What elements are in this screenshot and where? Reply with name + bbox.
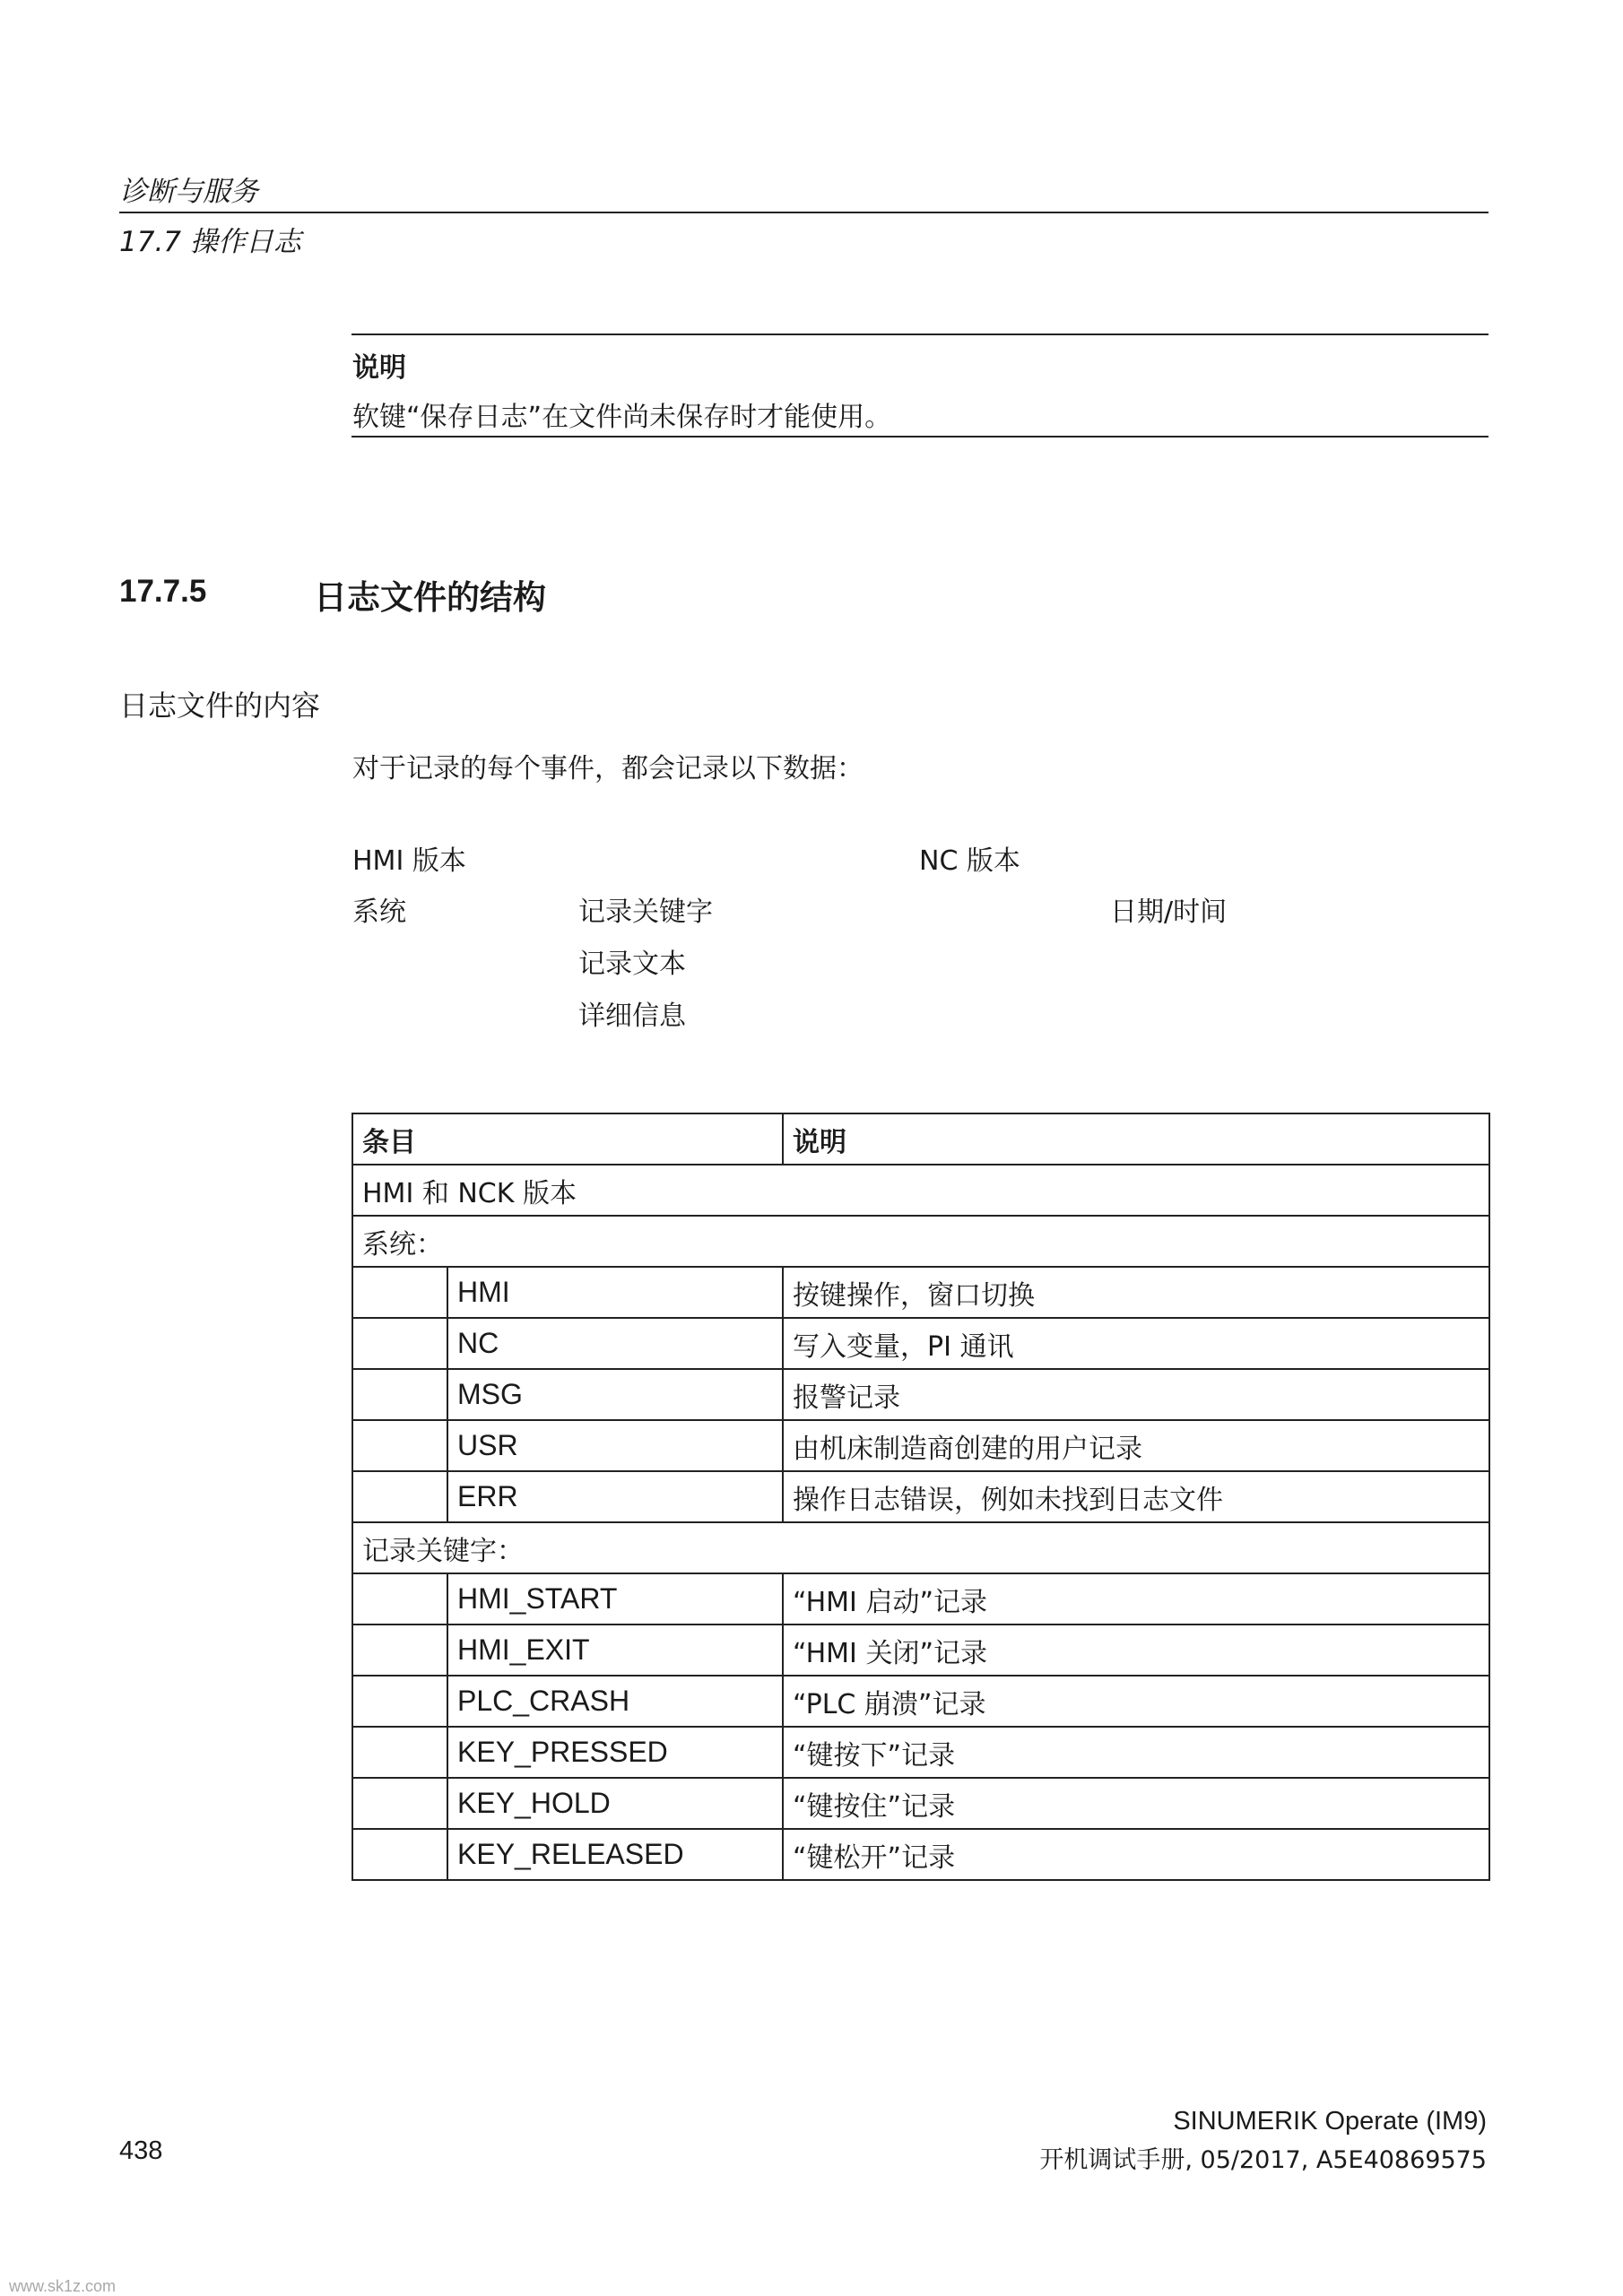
indent-cell — [352, 1727, 447, 1778]
desc-cell: 写入变量，PI 通讯 — [783, 1318, 1489, 1369]
desc-cell: 按键操作，窗口切换 — [783, 1267, 1489, 1318]
entry-cell: HMI_START — [447, 1573, 783, 1625]
table-row — [352, 1625, 1489, 1676]
table-row — [352, 1778, 1489, 1829]
table-group-row — [352, 1216, 1489, 1267]
watermark: www.sk1z.com — [9, 2277, 117, 2295]
table-row — [352, 1267, 1489, 1318]
entry-cell: USR — [447, 1420, 783, 1471]
page-number: 438 — [119, 2136, 163, 2165]
indent-cell — [352, 1471, 447, 1522]
list-keyword: 记录关键字 — [578, 897, 713, 928]
section-number: 17.7.5 — [119, 574, 207, 609]
indent-cell — [352, 1625, 447, 1676]
footer-product: SINUMERIK Operate (IM9) — [1173, 2107, 1487, 2136]
indent-cell — [352, 1573, 447, 1625]
table-header-row — [352, 1113, 1489, 1165]
footer-manual-info: 开机调试手册, 05/2017, A5E40869575 — [1039, 2146, 1487, 2174]
desc-cell: 由机床制造商创建的用户记录 — [783, 1420, 1489, 1471]
note-title: 说明 — [352, 352, 406, 384]
desc-cell: 报警记录 — [783, 1369, 1489, 1420]
subsection-title: 日志文件的内容 — [119, 689, 321, 723]
entry-cell: PLC_CRASH — [447, 1676, 783, 1727]
indent-cell — [352, 1267, 447, 1318]
desc-cell: “HMI 启动”记录 — [783, 1573, 1489, 1625]
intro-paragraph: 对于记录的每个事件，都会记录以下数据： — [352, 753, 864, 784]
section-title: 日志文件的结构 — [314, 578, 546, 617]
entry-cell: NC — [447, 1318, 783, 1369]
desc-cell: “键按下”记录 — [783, 1727, 1489, 1778]
list-details: 详细信息 — [578, 1001, 686, 1032]
table-group-row — [352, 1165, 1489, 1216]
indent-cell — [352, 1318, 447, 1369]
table-row — [352, 1573, 1489, 1625]
desc-cell: “键按住”记录 — [783, 1778, 1489, 1829]
entry-cell: HMI_EXIT — [447, 1625, 783, 1676]
indent-cell — [352, 1676, 447, 1727]
running-header-section: 17.7 操作日志 — [119, 226, 301, 258]
group-keywords: 记录关键字： — [352, 1522, 1489, 1573]
list-hmi-version: HMI 版本 — [352, 845, 466, 877]
table-group-row — [352, 1522, 1489, 1573]
running-header-chapter: 诊断与服务 — [119, 176, 258, 208]
indent-cell — [352, 1369, 447, 1420]
group-versions: HMI 和 NCK 版本 — [352, 1165, 1489, 1216]
table-row — [352, 1727, 1489, 1778]
note-text: 软键“保存日志”在文件尚未保存时才能使用。 — [352, 402, 892, 433]
desc-cell: “PLC 崩溃”记录 — [783, 1676, 1489, 1727]
header-entry: 条目 — [352, 1113, 783, 1165]
header-rule — [119, 212, 1488, 213]
desc-cell: 操作日志错误，例如未找到日志文件 — [783, 1471, 1489, 1522]
note-bottom-rule — [352, 436, 1488, 438]
indent-cell — [352, 1829, 447, 1880]
desc-cell: “HMI 关闭”记录 — [783, 1625, 1489, 1676]
list-nc-version: NC 版本 — [919, 845, 1020, 877]
table-row — [352, 1471, 1489, 1522]
entry-cell: ERR — [447, 1471, 783, 1522]
list-datetime: 日期/时间 — [1110, 897, 1228, 928]
entry-cell: KEY_RELEASED — [447, 1829, 783, 1880]
entry-cell: HMI — [447, 1267, 783, 1318]
log-entries-table — [352, 1113, 1490, 1881]
group-system: 系统： — [352, 1216, 1489, 1267]
list-text: 记录文本 — [578, 949, 686, 980]
table-row — [352, 1318, 1489, 1369]
indent-cell — [352, 1420, 447, 1471]
entry-cell: MSG — [447, 1369, 783, 1420]
table-row — [352, 1369, 1489, 1420]
table-row — [352, 1676, 1489, 1727]
table-row — [352, 1420, 1489, 1471]
list-system: 系统 — [352, 897, 406, 928]
entry-cell: KEY_HOLD — [447, 1778, 783, 1829]
table-row — [352, 1829, 1489, 1880]
entry-cell: KEY_PRESSED — [447, 1727, 783, 1778]
indent-cell — [352, 1778, 447, 1829]
desc-cell: “键松开”记录 — [783, 1829, 1489, 1880]
header-description: 说明 — [783, 1113, 1489, 1165]
note-top-rule — [352, 334, 1488, 335]
